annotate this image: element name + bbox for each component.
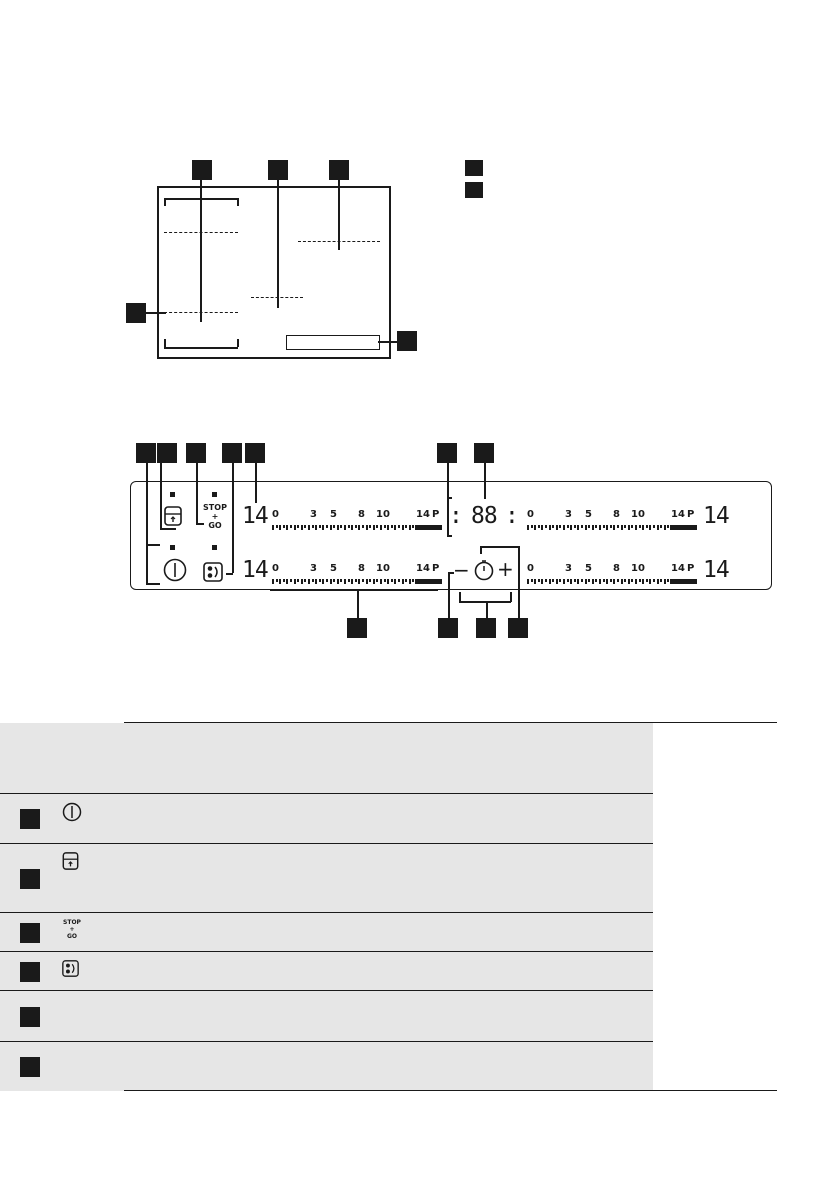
power-level-label: 10	[631, 563, 645, 574]
on-off-icon[interactable]	[163, 558, 187, 582]
row-marker	[20, 923, 40, 943]
table-row	[0, 951, 653, 991]
legend-marker	[465, 160, 483, 176]
table-header	[0, 723, 653, 793]
callout-marker	[222, 443, 242, 463]
callout-marker	[126, 303, 146, 323]
bridge-icon	[62, 960, 79, 977]
callout-marker	[192, 160, 212, 180]
callout-marker	[136, 443, 156, 463]
power-level-label: 0	[272, 563, 279, 574]
cooking-zone-indicator: 14	[242, 503, 268, 529]
power-level-label: 5	[330, 509, 337, 520]
lock-led	[170, 492, 175, 497]
bridge-led	[212, 545, 217, 550]
power-level-label: 10	[376, 509, 390, 520]
power-level-label: 0	[527, 509, 534, 520]
callout-marker	[186, 443, 206, 463]
row-marker	[20, 1057, 40, 1077]
power-level-label: P	[432, 509, 440, 520]
power-scale-labels	[272, 509, 442, 522]
power-level-label: 8	[613, 563, 620, 574]
on-off-icon	[62, 802, 82, 822]
power-level-label: P	[687, 563, 695, 574]
power-level-label: 8	[613, 509, 620, 520]
stop-go-symbol: STOP + GO	[63, 919, 81, 940]
power-level-label: 10	[631, 509, 645, 520]
callout-marker	[476, 618, 496, 638]
power-scale[interactable]	[527, 563, 697, 593]
table-row	[0, 1041, 653, 1091]
power-level-label: 5	[330, 563, 337, 574]
row-marker	[20, 1007, 40, 1027]
power-scale-labels	[272, 563, 442, 576]
power-level-label: 5	[585, 563, 592, 574]
callout-marker	[508, 618, 528, 638]
lock-icon[interactable]	[164, 506, 182, 526]
callout-marker	[268, 160, 288, 180]
power-scale-max-segment	[415, 525, 442, 530]
callout-marker	[329, 160, 349, 180]
power-level-label: 8	[358, 509, 365, 520]
power-level-label: 3	[310, 509, 317, 520]
table-row	[0, 843, 653, 913]
callout-marker	[397, 331, 417, 351]
power-level-label: 0	[272, 509, 279, 520]
power-level-label: 10	[376, 563, 390, 574]
row-marker	[20, 809, 40, 829]
power-level-label: 14	[671, 509, 685, 520]
cooking-zone-indicator: 14	[703, 557, 729, 583]
row-marker	[20, 962, 40, 982]
power-scale-max-segment	[415, 579, 442, 584]
power-level-label: 3	[565, 509, 572, 520]
power-scale-labels	[527, 509, 697, 522]
stop-go-led	[212, 492, 217, 497]
callout-marker	[157, 443, 177, 463]
callout-marker	[474, 443, 494, 463]
power-level-label: 0	[527, 563, 534, 574]
bridge-icon[interactable]	[203, 562, 223, 582]
power-level-label: 14	[416, 509, 430, 520]
power-level-label: 14	[671, 563, 685, 574]
callout-marker	[245, 443, 265, 463]
cooking-zone-indicator: 14	[242, 557, 268, 583]
power-level-label: 8	[358, 563, 365, 574]
on-off-led	[170, 545, 175, 550]
row-marker	[20, 869, 40, 889]
hob-outline	[157, 186, 391, 359]
table-row	[0, 793, 653, 844]
timer-minus-button[interactable]: −	[453, 558, 470, 582]
power-level-label: 14	[416, 563, 430, 574]
power-level-label: P	[687, 509, 695, 520]
power-scale[interactable]	[272, 563, 442, 593]
timer-colon: :	[449, 503, 462, 529]
lock-icon	[62, 852, 79, 870]
timer-display: 88	[471, 503, 497, 529]
callout-marker	[438, 618, 458, 638]
power-scale[interactable]	[527, 509, 697, 539]
power-level-label: 5	[585, 509, 592, 520]
cooking-zone-indicator: 14	[703, 503, 729, 529]
table-row	[0, 912, 653, 952]
power-scale[interactable]	[272, 509, 442, 539]
power-scale-max-segment	[670, 579, 697, 584]
timer-icon[interactable]	[474, 559, 494, 581]
hob-control-panel-area	[286, 335, 380, 350]
power-scale-max-segment	[670, 525, 697, 530]
legend-marker	[465, 182, 483, 198]
table-row	[0, 990, 653, 1042]
timer-colon: :	[505, 503, 518, 529]
power-level-label: 3	[565, 563, 572, 574]
callout-marker	[347, 618, 367, 638]
callout-marker	[437, 443, 457, 463]
timer-plus-button[interactable]: +	[497, 557, 514, 581]
power-scale-labels	[527, 563, 697, 576]
power-level-label: P	[432, 563, 440, 574]
power-level-label: 3	[310, 563, 317, 574]
stop-go-button[interactable]: STOP + GO	[203, 503, 227, 530]
